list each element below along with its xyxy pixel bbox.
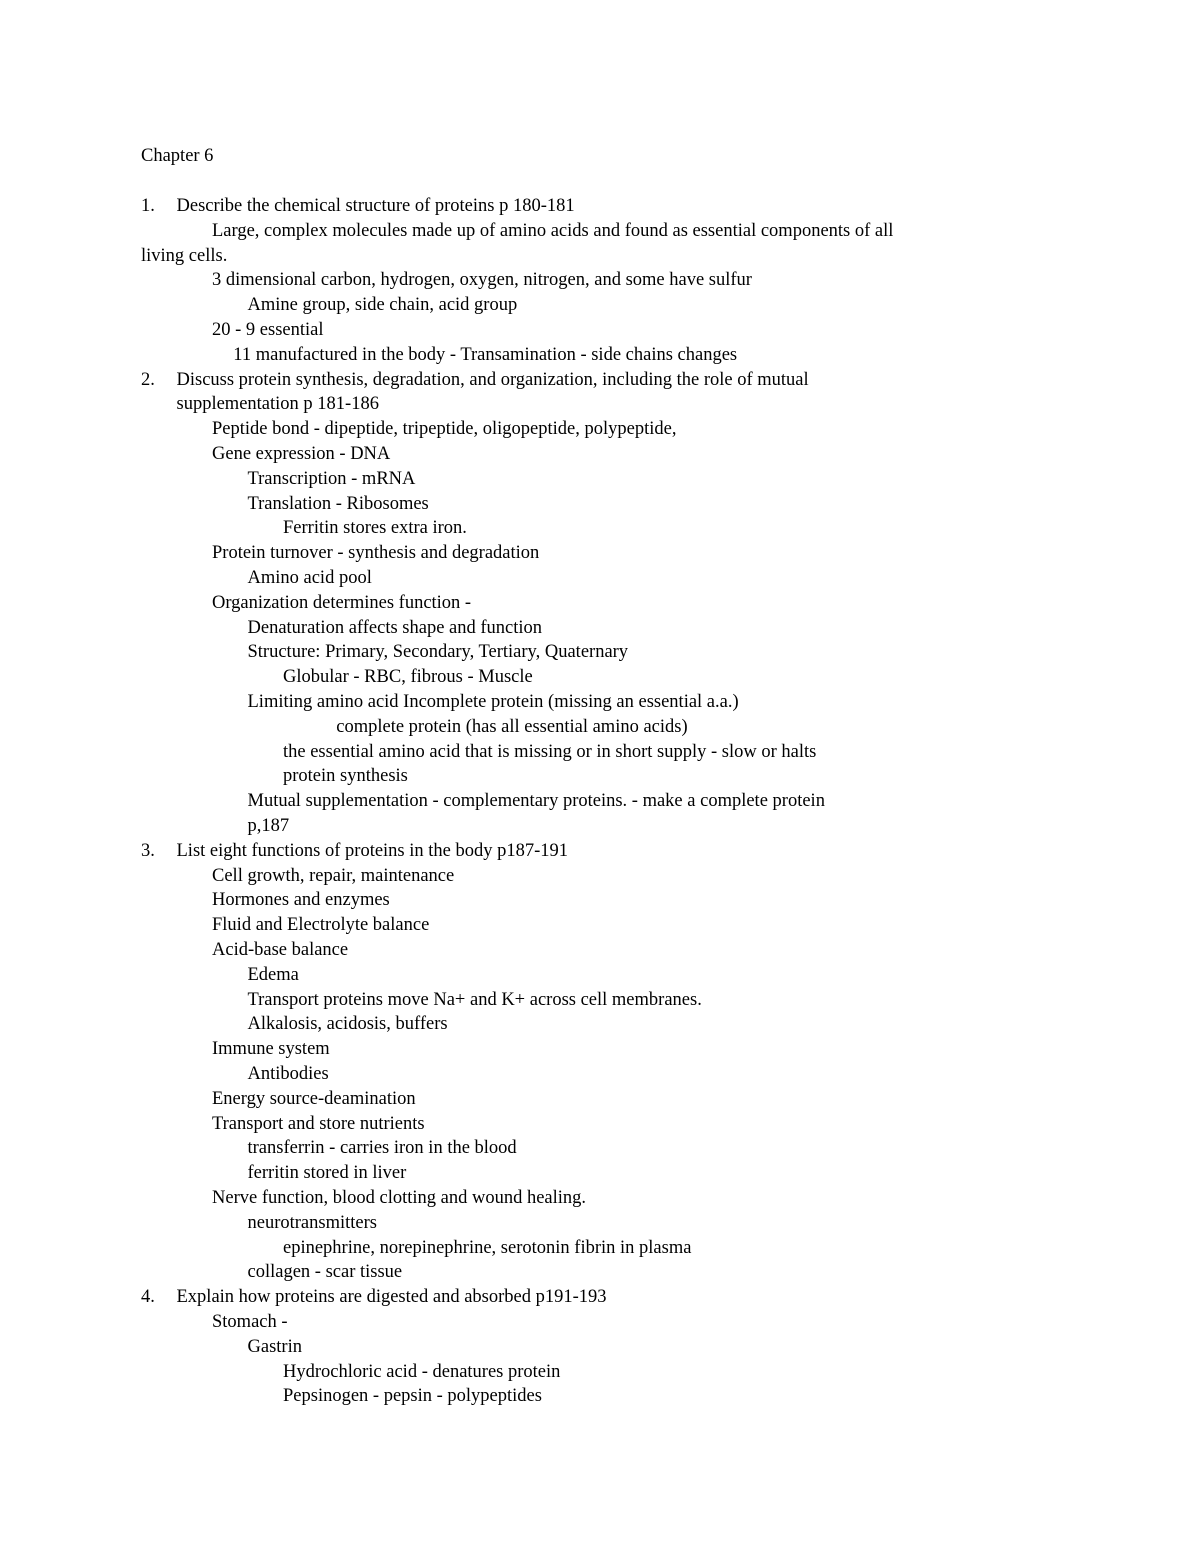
note-line: Transport proteins move Na+ and K+ across cell membranes. <box>247 989 702 1010</box>
note-line: Protein turnover - synthesis and degradation <box>212 543 540 564</box>
note-line: living cells. <box>141 245 228 266</box>
note-line: supplementation p 181-186 <box>176 394 379 415</box>
note-line: transferrin - carries iron in the blood <box>247 1138 517 1159</box>
document-title: Chapter 6 <box>141 146 214 166</box>
note-line: Stomach - <box>212 1312 288 1332</box>
note-line: Amine group, side chain, acid group <box>247 295 518 316</box>
note-line: Immune system <box>212 1039 330 1060</box>
note-line: Cell growth, repair, maintenance <box>212 865 455 886</box>
note-line: Denaturation affects shape and function <box>247 617 543 638</box>
note-line: Ferritin stores extra iron. <box>283 518 467 539</box>
note-line: Mutual supplementation - complementary proteins. - make a complete protein <box>247 791 825 812</box>
note-line: Organization determines function - <box>212 592 472 613</box>
note-line: Pepsinogen - pepsin - polypeptides <box>283 1386 542 1407</box>
note-line: Hydrochloric acid - denatures protein <box>283 1361 561 1382</box>
note-line: Antibodies <box>247 1064 329 1084</box>
question-text: List eight functions of proteins in the body p187-191 <box>176 840 569 861</box>
note-line: Transcription - mRNA <box>247 468 416 489</box>
note-line: Fluid and Electrolyte balance <box>212 915 430 936</box>
note-line: neurotransmitters <box>247 1212 377 1233</box>
note-line: complete protein (has all essential amino acids) <box>336 716 688 737</box>
note-line: 3 dimensional carbon, hydrogen, oxygen, nitrogen, and some have sulfur <box>212 270 752 291</box>
note-line: Globular - RBC, fibrous - Muscle <box>283 667 533 688</box>
question-number: 3. <box>141 840 155 861</box>
note-line: Gastrin <box>247 1336 302 1357</box>
note-line: Structure: Primary, Secondary, Tertiary, Quaternary <box>247 642 629 663</box>
question-number: 4. <box>141 1287 155 1308</box>
note-line: Nerve function, blood clotting and wound healing. <box>212 1188 587 1208</box>
question-number: 1. <box>141 196 155 216</box>
note-line: Alkalosis, acidosis, buffers <box>247 1014 448 1035</box>
note-line: Transport and store nutrients <box>212 1113 425 1134</box>
note-line: ferritin stored in liver <box>247 1163 407 1184</box>
note-line: the essential amino acid that is missing or in short supply - slow or halts <box>283 741 817 762</box>
note-line: Edema <box>247 964 299 985</box>
note-line: Translation - Ribosomes <box>247 493 429 514</box>
note-line: Peptide bond - dipeptide, tripeptide, oligopeptide, polypeptide, <box>212 419 677 440</box>
note-line: Acid-base balance <box>212 940 349 960</box>
note-line: Energy source-deamination <box>212 1088 416 1109</box>
note-line: Large, complex molecules made up of amino acids and found as essential components of all <box>212 220 894 241</box>
note-line: epinephrine, norepinephrine, serotonin fibrin in plasma <box>283 1237 692 1258</box>
note-line: 20 - 9 essential <box>212 320 324 340</box>
note-line: Amino acid pool <box>247 568 372 588</box>
note-line: Hormones and enzymes <box>212 890 390 911</box>
note-line: collagen - scar tissue <box>247 1262 403 1283</box>
question-number: 2. <box>141 369 155 390</box>
note-line: Limiting amino acid Incomplete protein (missing an essential a.a.) <box>247 692 739 712</box>
question-text: Explain how proteins are digested and absorbed p191-193 <box>176 1287 607 1308</box>
note-line: protein synthesis <box>283 766 408 787</box>
note-line: p,187 <box>247 816 290 836</box>
note-line: Gene expression - DNA <box>212 444 391 464</box>
question-text: Discuss protein synthesis, degradation, and organization, including the role of mutual <box>176 369 809 390</box>
question-text: Describe the chemical structure of proteins p 180-181 <box>176 196 575 216</box>
note-line: 11 manufactured in the body - Transamination - side chains changes <box>233 344 738 365</box>
